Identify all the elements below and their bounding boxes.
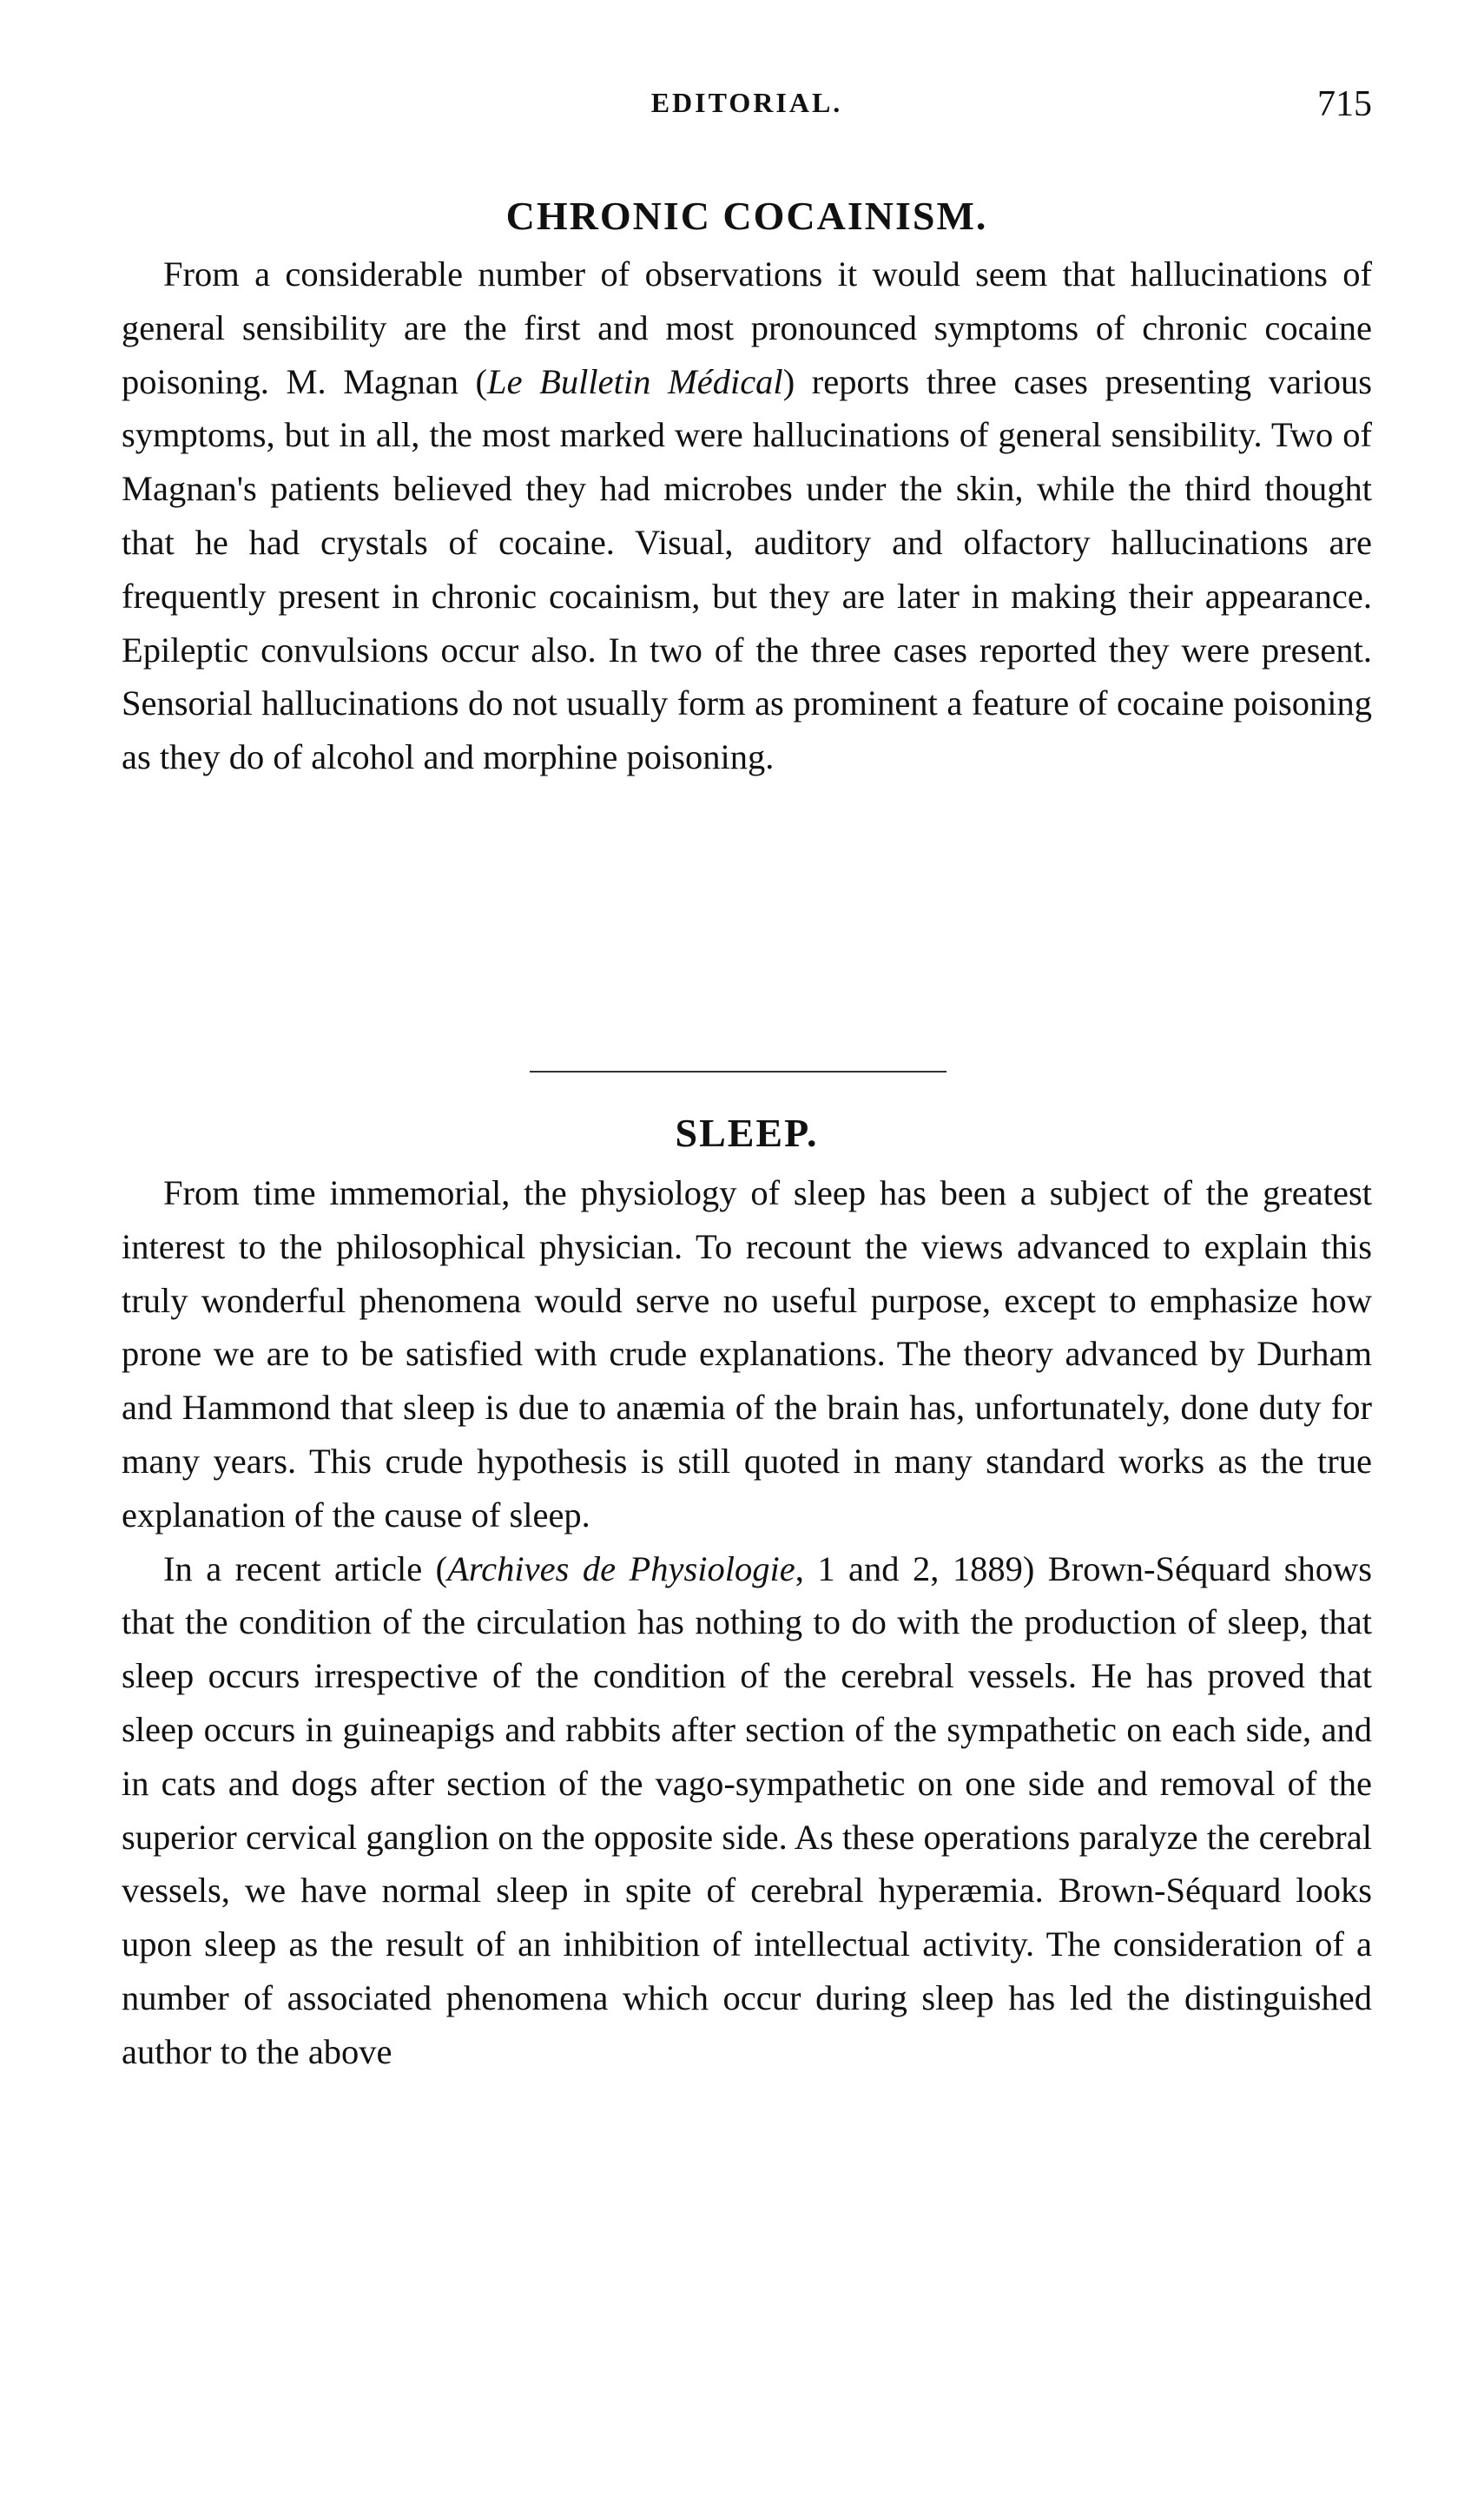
text-run: In a recent article ( xyxy=(163,1548,448,1588)
text-run: From time immemorial, the physiology of sleep has been a subject of the greatest interest to the philosophical physician. To recount the views advanced to explain this truly wonderful phenomena would serve no useful purpose, except to emphasize how prone we are to be satisfied with crude explanations. The theory advanced by Durham and Hammond that sleep is due to anæmia of the brain has, unfortunately, done duty for many years. This crude hypothesis is still quoted in many standard works as the true explanation of the cause of sleep. xyxy=(122,1173,1372,1535)
running-title: EDITORIAL. xyxy=(650,87,843,118)
page-number: 715 xyxy=(1317,84,1372,124)
italic-citation: Le Bulletin Médical xyxy=(487,361,783,401)
text-run: From a considerable number of observations it would seem that hallucinations of general sensibility are the first and most pronounced symptoms of chronic cocaine poisoning. M. Magnan ( xyxy=(122,254,1372,401)
text-run: ) reports three cases presenting various symptoms, but in all, the most marked were hallucinations of general sensibility. Two of Magnan's patients believed they had microbes under the skin, while the third thought that he had crystals of cocaine. Visual, auditory and olfactory hallucinations are frequently present in chronic cocainism, but they are later in making their appearance. Epileptic convulsions occur also. In two of the three cases reported they were present. Sensorial hallucinations do not usually form as prominent a feature of cocaine poisoning as they do of alcohol and morphine poisoning. xyxy=(122,361,1372,777)
italic-citation: Archives de Physiologie xyxy=(447,1548,795,1588)
section-chronic-cocainism xyxy=(122,193,1372,784)
section-divider xyxy=(530,1071,946,1073)
paragraph xyxy=(122,1542,1372,2079)
paragraph xyxy=(122,248,1372,784)
section-heading: SLEEP. xyxy=(675,1111,819,1155)
running-header xyxy=(122,84,1372,139)
text-run: , 1 and 2, 1889) Brown-Séquard shows that the condition of the circulation has nothing to do with the production of sleep, that sleep occurs irrespective of the condition of the cerebral vessels. He has proved that sleep occurs in guineapigs and rabbits after section of the sympathetic on each side, and in cats and dogs after section of the vago-sympathetic on one side and removal of the superior cervical ganglion on the opposite side. As these operations paralyze the cerebral vessels, we have normal sleep in spite of cerebral hyperæmia. Brown-Séquard looks upon sleep as the result of an inhibition of intellectual activity. The consideration of a number of associated phenomena which occur during sleep has led the distinguished author to the above xyxy=(122,1548,1372,2071)
section-sleep xyxy=(122,1110,1372,2079)
paragraph xyxy=(122,1166,1372,1542)
section-heading: CHRONIC COCAINISM. xyxy=(505,194,988,238)
